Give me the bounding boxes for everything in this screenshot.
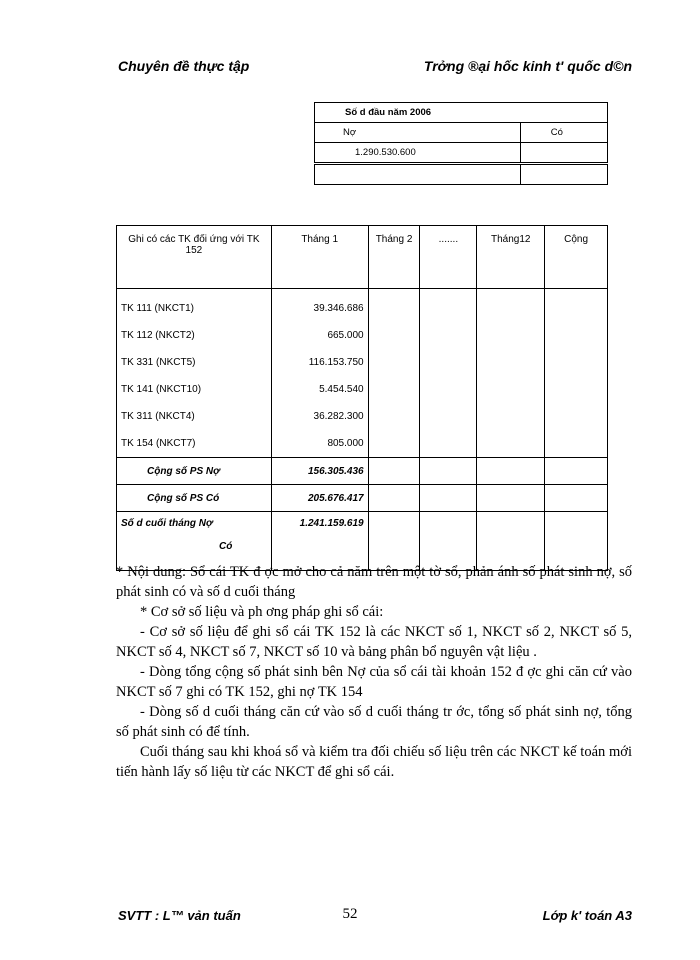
closing-credit-label: Có [219,541,233,552]
paragraph: - Dòng tổng cộng số phát sinh bên Nợ của sổ cái tài khoản 152 đ ợc ghi căn cứ vào NKCT số 7 ghi có TK 152, ghi nợ TK 154 [116,664,632,700]
total-debit-row [117,458,608,485]
total-credit-value: 205.676.417 [271,485,368,512]
table-row [117,403,608,430]
opening-credit-value [520,143,607,164]
row-account: TK 154 (NKCT7) [117,430,272,458]
table-row [117,322,608,349]
header-right: Trởng ®ại hốc kinh t' quốc d©n [423,58,632,74]
opening-balance-table [314,102,608,185]
row-account: TK 111 (NKCT1) [117,289,272,323]
paragraph: Cuối tháng sau khi khoá sổ và kiểm tra đối chiếu số liệu trên các NKCT kế toán mới tiến hành lấy số liệu từ các NKCT để ghi sổ cái. [116,744,632,780]
paragraph: - Dòng số d cuối tháng căn cứ vào số d cuối tháng tr ớc, tổng số phát sinh nợ, tổng số phát sinh có để tính. [116,704,632,740]
paragraph: * Nội dung: Sổ cái TK đ ợc mở cho cả năm trên một tờ sổ, phản ánh số phát sinh nợ, số phát sinh có và số d cuối tháng [116,564,632,600]
ledger-header-total: Cộng [545,226,608,289]
opening-empty-cell [520,164,607,185]
row-month1: 5.454.540 [271,376,368,403]
ledger-header-month2: Tháng 2 [368,226,420,289]
ledger-header-ellipsis: ....... [420,226,477,289]
table-row [117,349,608,376]
total-debit-value: 156.305.436 [271,458,368,485]
ledger-header-month12: Tháng12 [477,226,545,289]
opening-debit-value: 1.290.530.600 [315,143,521,164]
row-month1: 36.282.300 [271,403,368,430]
paragraph: * Cơ sở số liệu và ph ơng pháp ghi sổ cái: [140,604,384,620]
page-number: 52 [342,906,358,922]
ledger-header-account: Ghi có các TK đối ứng với TK 152 [117,226,272,289]
closing-balance-label: Số d cuối tháng Nợ [121,518,213,529]
row-month1: 116.153.750 [271,349,368,376]
row-account: TK 331 (NKCT5) [117,349,272,376]
header-left: Chuyên đề thực tập [118,58,250,74]
row-account: TK 112 (NKCT2) [117,322,272,349]
row-month1: 39.346.686 [271,289,368,323]
table-row [117,289,608,323]
ledger-header-month1: Tháng 1 [271,226,368,289]
opening-credit-label: Có [520,123,607,143]
opening-balance-title: Số d đầu năm 2006 [315,103,608,123]
paragraph: - Cơ sở số liệu để ghi sổ cái TK 152 là các NKCT số 1, NKCT số 2, NKCT số 5, NKCT số 4, NKCT số 7, NKCT số 10 và bảng phân bổ nguyên vật liệu . [116,624,632,660]
row-month1: 805.000 [271,430,368,458]
total-debit-label: Cộng số PS Nợ [117,458,272,485]
body-text [116,562,632,782]
row-account: TK 141 (NKCT10) [117,376,272,403]
table-row [117,430,608,458]
footer-left: SVTT : L™ vản tuấn [118,908,241,923]
total-credit-label: Cộng số PS Có [117,485,272,512]
opening-debit-label: Nợ [315,123,521,143]
row-month1: 665.000 [271,322,368,349]
opening-empty-cell [315,164,521,185]
total-credit-row [117,485,608,512]
footer-right: Lớp k' toán A3 [542,908,632,923]
table-row [117,376,608,403]
row-account: TK 311 (NKCT4) [117,403,272,430]
closing-balance-value: 1.241.159.619 [271,512,368,571]
ledger-table [116,225,608,571]
